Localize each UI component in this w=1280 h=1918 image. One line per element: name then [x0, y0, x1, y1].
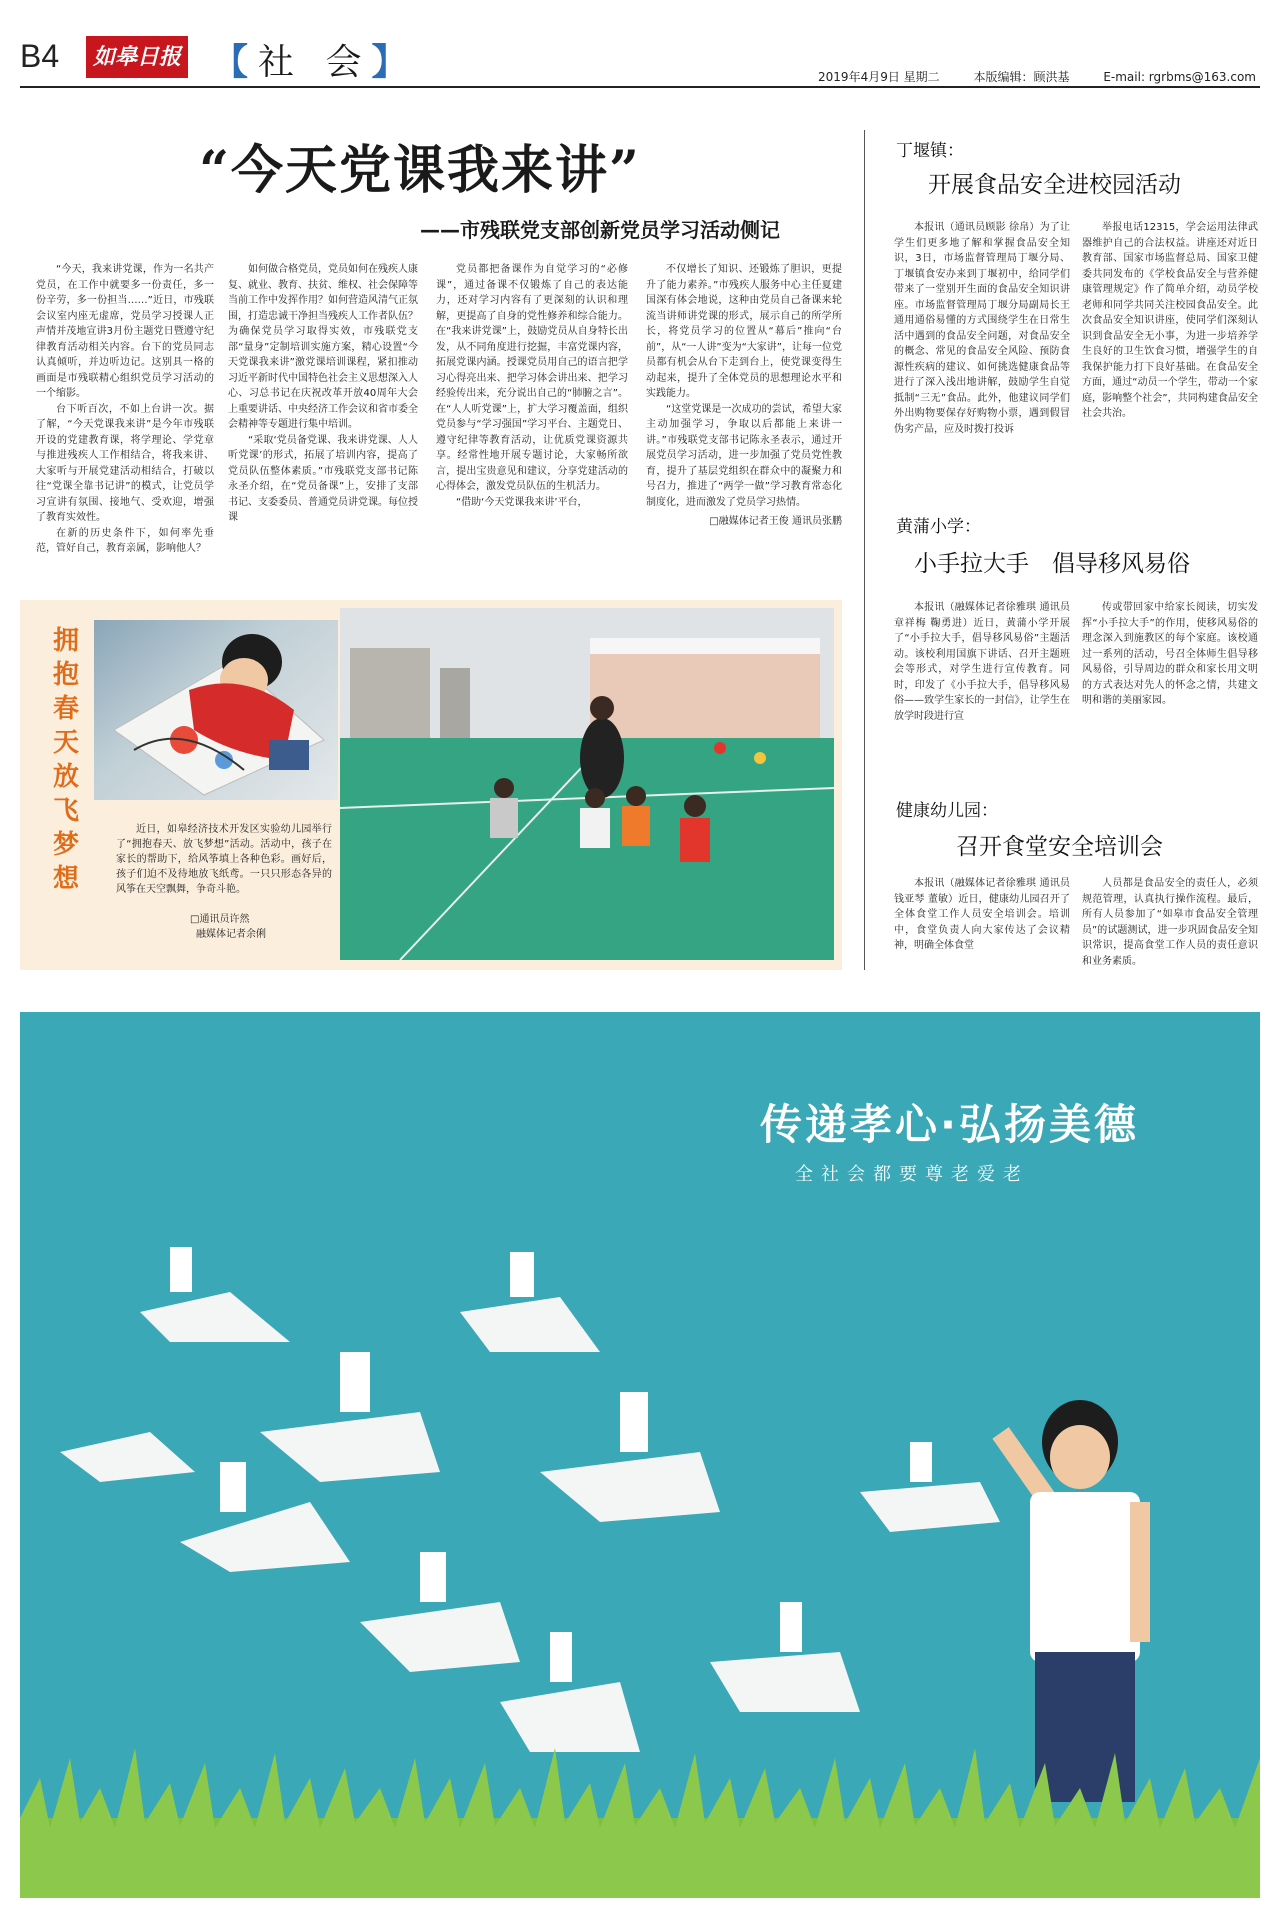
- public-service-ad: [20, 1012, 1260, 1898]
- caption-text: 近日，如皋经济技术开发区实验幼儿园举行了“拥抱春天、放飞梦想”活动。活动中，孩子在家长的帮助下，给风筝填上各种色彩。画好后，孩子们迫不及待地放飞纸鸢。一只只形态各异的风筝在天空飘舞，争奇斗艳。: [116, 824, 332, 895]
- paragraph: 人员都是食品安全的责任人，必须规范管理，认真执行操作流程。最后，所有人员参加了“如皋市食品安全管理员”的试题测试，进一步巩固食品安全知识常识，提高食堂工作人员的责任意识和业务素质。: [1082, 878, 1258, 967]
- main-story-column-3: [436, 262, 628, 582]
- section-name: 社 会: [258, 42, 372, 83]
- main-story-column-2: [228, 262, 418, 582]
- paragraph: 党员都把备课作为自觉学习的“必修课”，通过备课不仅锻炼了自己的表达能力，还对学习内容有了更深刻的认识和理解，更提高了自身的党性修养和综合能力。在“我来讲党课”上，鼓励党员从自身特长出发，从不同角度进行挖掘，丰富党课内容，拓展党课内涵。授课党员用自己的语言把学习心得亮出来、把学习体会讲出来、把学习经验传出来，充分说出自己的“肺腑之言”。在“人人听党课”上，扩大学习覆盖面，组织党员参与“学习强国”学习平台、主题党日、遵守纪律等教育活动，让优质党课资源共享。经常性地开展专题讨论，大家畅所欲言，提出宝贵意见和建议，分享党建活动的心得体会，激发党员队伍的生机活力。: [436, 264, 628, 492]
- right-bracket: 】: [371, 41, 418, 83]
- grass-border-illustration: [20, 1718, 1260, 1898]
- story-headline: 小手拉大手 倡导移风易俗: [914, 551, 1190, 577]
- paragraph: “这堂党课是一次成功的尝试，希望大家主动加强学习，争取以后都能上来讲一讲。”市残联党支部书记陈永圣表示，通过开展党员学习活动，进一步加强了党员党性教育，提升了基层党组织在群众中的凝聚力和号召力，推进了“两学一做”学习教育常态化制度化，进而激发了党员学习热情。: [646, 403, 842, 508]
- left-bracket: 【: [212, 41, 259, 83]
- page-header: [20, 30, 1260, 86]
- side-story-1-column-1: [894, 220, 1070, 460]
- main-story-byline: □融媒体记者王俊 通讯员张鹏: [709, 516, 842, 527]
- story-headline: 开展食品安全进校园活动: [928, 172, 1181, 198]
- paragraph: “采取‘党员备党课、我来讲党课、人人听党课’的形式，拓展了培训内容，提高了党员队伍整体素质。”市残联党支部书记陈永圣介绍，在“党员备课”上，安排了支部书记、支委委员、普通党员讲党课。每位授课: [228, 434, 418, 523]
- ad-subline: 全社会都要尊老爱老: [795, 1164, 1029, 1185]
- ad-headline: 传递孝心·弘扬美德: [760, 1100, 1139, 1149]
- paper-planes: [60, 1292, 1000, 1752]
- side-story-2-column-2: [1082, 600, 1258, 740]
- photo-feature-title: 拥抱春天 放飞梦想: [52, 626, 79, 894]
- child-painting-kite-illustration: [94, 620, 338, 800]
- child-painting-kite-photo: [94, 620, 338, 800]
- editor-credit: 本版编辑：顾洪基: [973, 70, 1070, 84]
- main-story-column-1: [36, 262, 214, 582]
- header-meta: [788, 68, 1256, 85]
- photo-credits: [150, 912, 330, 942]
- side-story-3-column-2: [1082, 876, 1258, 968]
- story-headline: 召开食堂安全培训会: [956, 834, 1163, 860]
- main-story-column-4: [646, 262, 842, 582]
- paragraph: 本报讯（通讯员顾影 徐帛）为了让学生们更多地了解和掌握食品安全知识，3日，市场监督管理局丁堰分局、丁堰镇食安办来到丁堰初中，给同学们带来了一堂别开生面的食品安全知识讲座。市场监督管理局丁堰分局副局长王通用通俗易懂的方式围绕学生在日常生活中遇到的食品安全问题，对食品安全的概念、常见的食品安全风险、预防食源性疾病的建议、如何挑选健康食品等进行了深入浅出地讲解，鼓励学生自觉抵制“三无”食品。此外，他建议同学们外出购物要保存好购物小票，遇到假冒伪劣产品，应及时拨打投诉: [894, 222, 1070, 435]
- paragraph: “今天，我来讲党课，作为一名共产党员，在工作中就要多一份责任，多一份辛劳，多一份担当……”近日，市残联会议室内座无虚席，党员学习授课人正声情并茂地宣讲3月份主题党日暨遵守纪律教育活动相关内容。台下的党员同志认真倾听，并边听边记。这别具一格的画面是市残联精心组织党员学习活动的一个缩影。: [36, 264, 214, 399]
- section-label: [212, 34, 417, 85]
- story-location: 黄蒲小学：: [896, 517, 981, 537]
- paragraph: “借助‘今天党课我来讲’平台，: [456, 496, 588, 508]
- photo-caption: [116, 822, 332, 897]
- photo-credit-line: □通讯员许然: [190, 914, 250, 925]
- main-headline: “今天党课我来讲”: [199, 140, 641, 201]
- side-story-2-column-1: [894, 600, 1070, 740]
- paragraph: 传或带回家中给家长阅读，切实发挥“小手拉大手”的作用，使移风易俗的理念深入到施教区的每个家庭。该校通过一系列的活动，号召全体师生倡导移风易俗，引导周边的群众和家长用文明的方式表达对先人的怀念之情，共建文明和谐的美丽家园。: [1082, 602, 1258, 706]
- paragraph: 台下听百次，不如上台讲一次。据了解，“今天党课我来讲”是今年市残联开设的党建教育课，将学理论、学党章与推进残疾人工作相结合，将我来讲、大家听与开展党建活动相结合，打破以往“党课全靠书记讲”的模式，让党员学习宣讲有氛围、接地气、受欢迎，增强了教育实效性。: [36, 403, 214, 523]
- paragraph: 在新的历史条件下，如何率先垂范，管好自己，教育亲属，影响他人？: [36, 527, 214, 554]
- paragraph: 举报电话12315，学会运用法律武器维护自己的合法权益。讲座还对近日教育部、国家市场监督总局、国家卫健委共同发布的《学校食品安全与营养健康管理规定》作了简单介绍，动员学校老师和同学共同关注校园食品安全。此次食品安全知识讲座，使同学们深刻认识到食品安全无小事，为进一步培养学生良好的卫生饮食习惯，增强学生的自我保护能力打下良好基础。在食品安全方面，通过“动员一个学生，带动一个家庭，影响整个社会”，共同构建食品安全社会共治。: [1082, 222, 1258, 419]
- paragraph: 不仅增长了知识、还锻炼了胆识，更提升了能力素养。”市残疾人服务中心主任夏建国深有体会地说，这种由党员自己备课来轮流当讲师讲党课的形式，展示自己的所学所长，将党员学习的位置从“幕后”推向“台前”，从“一人讲”变为“大家讲”，让每一位党员都有机会从台下走到台上，使党课变得生动起来，提升了全体党员的思想理论水平和实践能力。: [646, 264, 842, 399]
- side-story-1-column-2: [1082, 220, 1258, 460]
- main-subheadline: ——市残联党支部创新党员学习活动侧记: [420, 218, 780, 242]
- column-divider: [864, 130, 865, 970]
- issue-date: 2019年4月9日 星期二: [818, 70, 940, 84]
- page-number: B4: [20, 38, 60, 74]
- header-divider: [20, 86, 1260, 88]
- side-story-3-column-1: [894, 876, 1070, 968]
- kindergarten-playground-photo: [340, 608, 834, 960]
- story-location: 健康幼儿园：: [896, 801, 998, 821]
- paragraph: 本报讯（融媒体记者徐雅琪 通讯员章祥梅 鞠勇进）近日，黄蒲小学开展了“小手拉大手，倡导移风易俗”主题活动。该校利用国旗下讲话、召开主题班会等形式，对学生进行宣传教育。同时，印发了《小手拉大手，倡导移风易俗——致学生家长的一封信》，让学生在放学时段进行宣: [894, 602, 1070, 722]
- photo-credit-line: 融媒体记者余俐: [196, 929, 266, 940]
- playground-kite-flying-illustration: [340, 608, 834, 960]
- paragraph: 如何做合格党员，党员如何在残疾人康复、就业、教育、扶贫、维权、社会保障等当前工作中发挥作用？如何营造风清气正氛围，打造忠诚干净担当残疾人工作者队伍？为确保党员学习取得实效，市残联党支部“量身”定制培训实施方案，精心设置“今天党课我来讲”激党课培训课程，紧扣推动习近平新时代中国特色社会主义思想深入人心、习总书记在庆祝改革开放40周年大会上重要讲话、中央经济工作会议和省市委全会精神等专题进行集中培训。: [228, 264, 418, 430]
- paragraph: 本报讯（融媒体记者徐雅琪 通讯员钱亚琴 董敏）近日，健康幼儿园召开了全体食堂工作人员安全培训会。培训中，食堂负责人向大家传达了会议精神，明确全体食堂: [894, 878, 1070, 951]
- story-location: 丁堰镇：: [896, 141, 964, 161]
- contact-email: E-mail: rgrbms@163.com: [1103, 70, 1256, 84]
- newspaper-logo: 如皋日报: [86, 36, 188, 78]
- photo-feature-box: [20, 600, 842, 970]
